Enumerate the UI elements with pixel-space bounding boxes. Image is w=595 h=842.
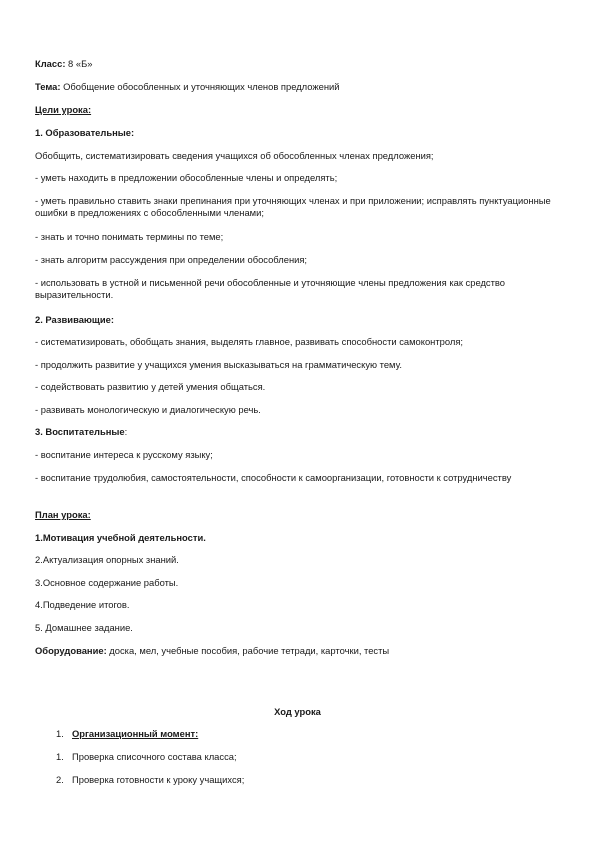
dev-item: - систематизировать, обобщать знания, выделять главное, развивать способности самоконтроля; — [35, 336, 464, 347]
sub-item-text: Проверка готовности к уроку учащихся; — [72, 774, 245, 785]
edu-item: - знать алгоритм рассуждения при определении обособления; — [35, 254, 308, 265]
edu-item: - уметь находить в предложении обособленные члены и определять; — [35, 172, 338, 183]
edu-item: - знать и точно понимать термины по теме; — [35, 231, 224, 242]
plan-item: 5. Домашнее задание. — [35, 622, 133, 633]
section-number: 1. — [56, 728, 64, 739]
vosp-item: - воспитание интереса к русскому языку; — [35, 449, 213, 460]
plan-item: 1.Мотивация учебной деятельности. — [35, 532, 206, 543]
edu-heading: 1. Образовательные: — [35, 127, 135, 138]
edu-item: - использовать в устной и письменной речи обособленные и уточняющие члены предложения как средство выразительности. — [35, 277, 505, 300]
goals-heading: Цели урока: — [35, 104, 92, 115]
edu-item: Обобщить, систематизировать сведения учащихся об обособленных членах предложения; — [35, 150, 434, 161]
dev-item: - содействовать развитию у детей умения общаться. — [35, 381, 266, 392]
sub-item-number: 2. — [56, 774, 64, 785]
sub-item-number: 1. — [56, 751, 64, 762]
vosp-heading-line — [35, 426, 560, 438]
section-title: Организационный момент: — [72, 728, 199, 739]
topic-label: Тема: — [35, 81, 61, 92]
class-label: Класс: — [35, 58, 66, 69]
topic-line — [35, 81, 560, 93]
equipment-value: доска, мел, учебные пособия, рабочие тетради, карточки, тесты — [106, 645, 390, 656]
plan-item: 2.Актуализация опорных знаний. — [35, 554, 179, 565]
equipment-label: Оборудование: — [35, 645, 107, 656]
vosp-heading-suffix: : — [124, 426, 128, 437]
vosp-item: - воспитание трудолюбия, самостоятельности, способности к самоорганизации, готовности к сотрудничеству — [35, 472, 512, 483]
plan-heading: План урока: — [35, 509, 91, 520]
plan-item: 3.Основное содержание работы. — [35, 577, 179, 588]
equipment-line — [35, 645, 560, 657]
course-title: Ход урока — [274, 706, 321, 717]
dev-item: - продолжить развитие у учащихся умения высказываться на грамматическую тему. — [35, 359, 402, 370]
sub-item-text: Проверка списочного состава класса; — [72, 751, 237, 762]
dev-item: - развивать монологическую и диалогическую речь. — [35, 404, 261, 415]
topic-value: Обобщение обособленных и уточняющих членов предложений — [60, 81, 340, 92]
dev-heading: 2. Развивающие: — [35, 314, 114, 325]
class-line — [35, 58, 560, 70]
edu-item: - уметь правильно ставить знаки препинания при уточняющих членах и при приложении; исправлять пунктуационные ошибки в предложениях с обособленными членами; — [35, 195, 551, 218]
plan-item: 4.Подведение итогов. — [35, 599, 130, 610]
vosp-heading: 3. Воспитательные — [35, 426, 125, 437]
class-value: 8 «Б» — [65, 58, 93, 69]
